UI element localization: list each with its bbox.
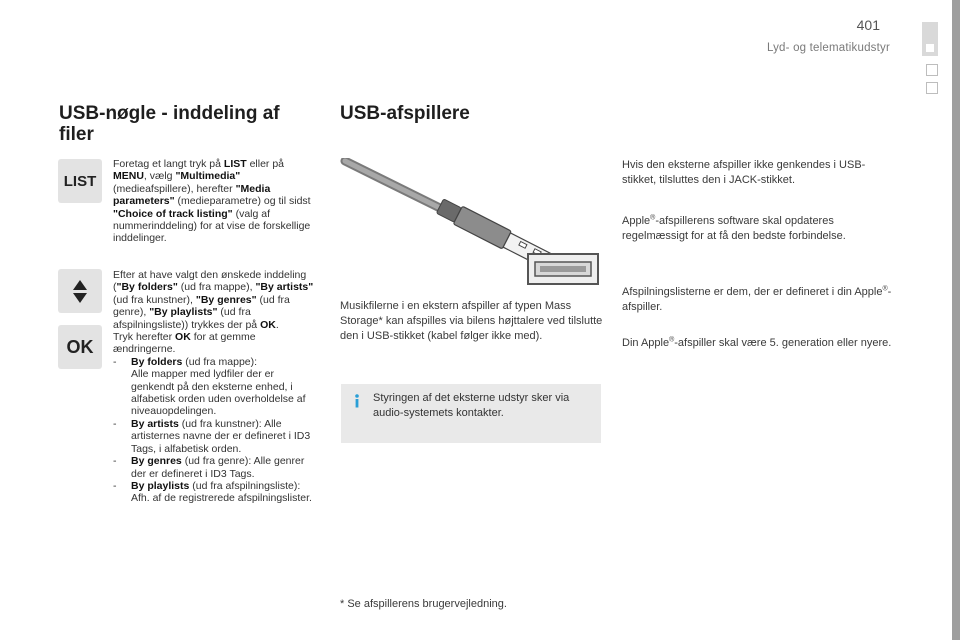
info-text: Styringen af det eksterne udstyr sker via audio-systemets kontakter. [373, 392, 570, 419]
chapter-tab [926, 64, 938, 76]
list-button-icon: LIST [58, 159, 102, 203]
apple-update-text: Apple®-afspillerens software skal opdateres regelmæssigt for at få den bedste forbindelse. [622, 214, 846, 242]
arrow-down-icon [73, 293, 87, 303]
info-box [341, 384, 601, 443]
list-item: - By artists (ud fra kunstner): Alle artisternes navne der er defineret i ID3 Tags, i alfabetisk orden. [113, 417, 311, 455]
list-item: - By folders (ud fra mappe): Alle mapper med lydfiler der er genkendt på den eksterne enhed, i alfabetisk orden uden overholdelse af niveauopdelingen. [113, 355, 306, 418]
usb-connector-illustration [340, 158, 602, 288]
up-down-arrows-icon [58, 269, 102, 313]
section-title: Lyd- og telematikudstyr [766, 42, 890, 54]
arrow-up-icon [73, 280, 87, 290]
list-item: - By playlists (ud fra afspilningsliste): Afh. af de registrerede afspilningslister. [113, 479, 312, 505]
info-icon [352, 394, 362, 408]
list-item: - By genres (ud fra genre): Alle genrer der er defineret i ID3 Tags. [113, 455, 305, 480]
page-number: 401 [856, 17, 880, 33]
page-edge-strip [952, 0, 960, 640]
footnote: * Se afspillerens brugervejledning. [340, 598, 507, 610]
playlists-text: Afspilningslisterne er dem, der er defineret i din Apple®-afspiller. [622, 285, 892, 313]
apple-generation-text: Din Apple®-afspiller skal være 5. generation eller nyere. [622, 336, 892, 349]
usb-sorting-heading: USB-nøgle - inddeling af filer [59, 103, 280, 145]
selection-instructions: Efter at have valgt den ønskede inddeling ("By folders" (ud fra mappe), "By artists" (ud fra kunstner), "By genres" (ud fra genre), "By playlists" (ud fra afspilningsliste)) trykkes der på OK. Tryk herefter OK for at gemme ændringerne. - By folders (ud fra mappe): Alle mapper med lydfiler der er genkendt på den eksterne enhed, i alfabetisk orden uden overholdelse af niveauopdelingen. - By artists (ud fra kunstner): Alle artisternes navne der er defineret i ID3 Tags, i alfabetisk orden. - By genres (ud fra genre): Alle genrer der er defineret i ID3 Tags. - By playlists (ud fra afspilningsliste): Afh. af de registrerede afspilningslister. [113, 269, 318, 505]
ok-button-icon: OK [58, 325, 102, 369]
usb-players-heading: USB-afspillere [340, 103, 470, 124]
mass-storage-text: Musikfilerne i en ekstern afspiller af typen Mass Storage* kan afspilles via bilens højttalere ved tilslutte den i USB-stikket (kabel følger ikke med). [340, 300, 603, 342]
jack-fallback-text: Hvis den eksterne afspiller ikke genkendes i USB-stikket, tilsluttes den i JACK-stikket. [622, 159, 866, 186]
chapter-tab-active [922, 22, 938, 56]
list-instructions: Foretag et langt tryk på LIST eller på MENU, vælg "Multimedia" (medieafspillere), herefter "Media parameters" (medieparametre) og til sidst "Choice of track listing" (valg af nummerinddeling) for at vise de forskellige inddelinger. [113, 158, 311, 245]
chapter-tab [926, 82, 938, 94]
